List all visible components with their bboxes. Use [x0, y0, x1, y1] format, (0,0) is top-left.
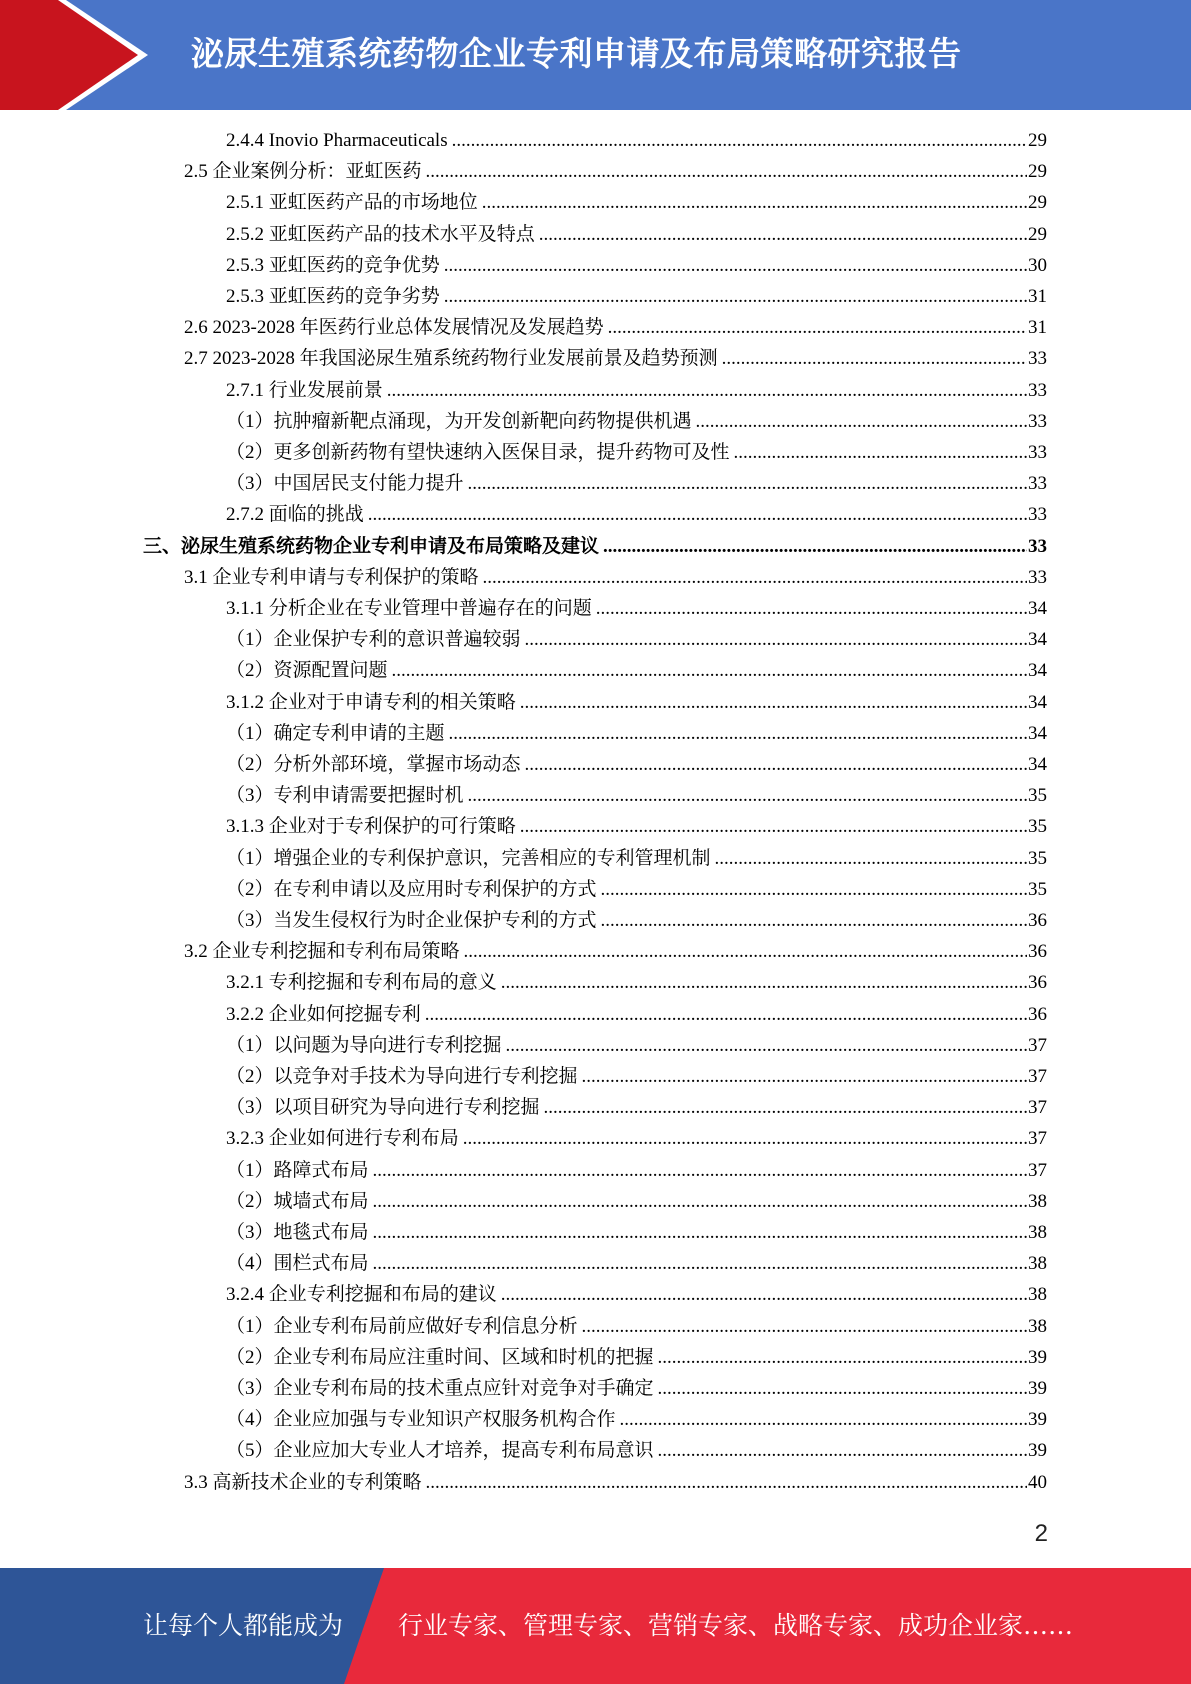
toc-page-number: 36	[1028, 941, 1047, 962]
toc-leader-dots	[444, 252, 1027, 280]
toc-leader-dots	[373, 1188, 1027, 1216]
toc-entry-title: 2.7 2023-2028 年我国泌尿生殖系统药物行业发展前景及趋势预测	[184, 348, 718, 369]
toc-page-number: 34	[1028, 692, 1047, 713]
toc-leader-dots	[582, 1063, 1027, 1091]
toc-page-number: 33	[1028, 411, 1047, 432]
toc-leader-dots	[373, 1219, 1027, 1247]
toc-entry[interactable]	[226, 626, 1047, 654]
toc-entry-title: 3.1.2 企业对于申请专利的相关策略	[226, 692, 516, 713]
toc-leader-dots	[520, 689, 1027, 717]
toc-page-number: 37	[1028, 1097, 1047, 1118]
toc-entry-title: （3）地毯式布局	[226, 1222, 369, 1243]
toc-page-number: 38	[1028, 1316, 1047, 1337]
toc-entry-title: 3.2.1 专利挖掘和专利布局的意义	[226, 972, 497, 993]
toc-page-number: 30	[1028, 255, 1047, 276]
toc-page-number: 33	[1028, 504, 1047, 525]
toc-entry-title: （3）以项目研究为导向进行专利挖掘	[226, 1097, 540, 1118]
toc-leader-dots	[525, 626, 1027, 654]
toc-entry[interactable]	[226, 1125, 1047, 1153]
toc-entry[interactable]	[226, 1188, 1047, 1216]
toc-leader-dots	[368, 501, 1027, 529]
red-arrow-icon	[0, 0, 160, 110]
toc-leader-dots	[501, 1281, 1027, 1309]
toc-entry[interactable]	[226, 1094, 1047, 1122]
toc-page-number: 29	[1028, 130, 1047, 151]
toc-entry[interactable]	[226, 408, 1047, 436]
toc-entry-title: （2）分析外部环境，掌握市场动态	[226, 754, 521, 775]
toc-page-number: 29	[1028, 161, 1047, 182]
toc-entry-title: 2.7.1 行业发展前景	[226, 380, 383, 401]
toc-leader-dots	[463, 1125, 1027, 1153]
toc-entry[interactable]	[226, 782, 1047, 810]
toc-page-number: 37	[1028, 1035, 1047, 1056]
toc-page-number: 33	[1028, 348, 1047, 369]
toc-entry-title: 3.1 企业专利申请与专利保护的策略	[184, 567, 479, 588]
toc-leader-dots	[501, 969, 1027, 997]
toc-entry[interactable]	[226, 969, 1047, 997]
toc-entry-title: 3.2.3 企业如何进行专利布局	[226, 1128, 459, 1149]
toc-entry[interactable]	[184, 938, 1047, 966]
toc-entry[interactable]	[184, 158, 1047, 186]
toc-page-number: 35	[1028, 816, 1047, 837]
toc-entry[interactable]	[184, 1469, 1047, 1497]
toc-leader-dots	[452, 127, 1027, 155]
toc-entry[interactable]	[226, 439, 1047, 467]
toc-page-number: 40	[1028, 1472, 1047, 1493]
toc-entry-title: （3）专利申请需要把握时机	[226, 785, 464, 806]
toc-entry[interactable]	[226, 1032, 1047, 1060]
footer-slogan-right: 行业专家、管理专家、营销专家、战略专家、成功企业家……	[398, 1611, 1074, 1640]
toc-entry[interactable]	[226, 1313, 1047, 1341]
toc-entry[interactable]	[226, 1219, 1047, 1247]
toc-entry-title: （1）确定专利申请的主题	[226, 723, 445, 744]
toc-entry[interactable]	[226, 595, 1047, 623]
toc-entry[interactable]	[226, 845, 1047, 873]
page-header	[0, 0, 1191, 110]
page-footer	[0, 1568, 1191, 1684]
toc-page-number: 37	[1028, 1160, 1047, 1181]
toc-page-number: 39	[1028, 1378, 1047, 1399]
toc-leader-dots	[603, 533, 1027, 561]
toc-leader-dots	[544, 1094, 1027, 1122]
toc-leader-dots	[520, 813, 1027, 841]
toc-entry[interactable]	[184, 564, 1047, 592]
toc-entry[interactable]	[226, 657, 1047, 685]
toc-leader-dots	[601, 907, 1027, 935]
toc-page-number: 38	[1028, 1222, 1047, 1243]
toc-entry[interactable]	[226, 1281, 1047, 1309]
toc-entry[interactable]	[226, 1250, 1047, 1278]
toc-leader-dots	[722, 345, 1027, 373]
toc-entry-title: （4）围栏式布局	[226, 1253, 369, 1274]
toc-page-number: 38	[1028, 1191, 1047, 1212]
toc-page-number: 34	[1028, 723, 1047, 744]
toc-page-number: 34	[1028, 660, 1047, 681]
toc-entry-title: （1）企业保护专利的意识普遍较弱	[226, 629, 521, 650]
toc-page-number: 33	[1028, 442, 1047, 463]
toc-entry-title: （4）企业应加强与专业知识产权服务机构合作	[226, 1409, 616, 1430]
toc-entry-title: （3）当发生侵权行为时企业保护专利的方式	[226, 910, 597, 931]
toc-leader-dots	[525, 751, 1027, 779]
toc-leader-dots	[715, 845, 1027, 873]
toc-leader-dots	[468, 782, 1027, 810]
toc-entry[interactable]	[226, 689, 1047, 717]
toc-page-number: 33	[1028, 380, 1047, 401]
toc-page-number: 31	[1028, 317, 1047, 338]
toc-page-number: 39	[1028, 1347, 1047, 1368]
toc-page-number: 37	[1028, 1066, 1047, 1087]
toc-entry-title: （2）企业专利布局应注重时间、区域和时机的把握	[226, 1347, 654, 1368]
toc-page-number: 29	[1028, 224, 1047, 245]
toc-entry-title: 2.6 2023-2028 年医药行业总体发展情况及发展趋势	[184, 317, 604, 338]
toc-entry[interactable]	[226, 907, 1047, 935]
toc-entry-title: 3.1.1 分析企业在专业管理中普遍存在的问题	[226, 598, 592, 619]
toc-leader-dots	[425, 1001, 1027, 1029]
toc-entry[interactable]	[226, 189, 1047, 217]
toc-entry[interactable]	[226, 1063, 1047, 1091]
toc-entry-title: （2）资源配置问题	[226, 660, 388, 681]
toc-page-number: 36	[1028, 972, 1047, 993]
toc-entry[interactable]	[226, 377, 1047, 405]
toc-entry-title: 3.1.3 企业对于专利保护的可行策略	[226, 816, 516, 837]
toc-entry[interactable]	[226, 1157, 1047, 1185]
toc-leader-dots	[464, 938, 1027, 966]
toc-leader-dots	[468, 470, 1027, 498]
page-number: 2	[1034, 1520, 1048, 1547]
toc-entry-title: （1）企业专利布局前应做好专利信息分析	[226, 1316, 578, 1337]
toc-entry[interactable]	[226, 876, 1047, 904]
toc-entry[interactable]	[226, 221, 1047, 249]
toc-leader-dots	[608, 314, 1027, 342]
toc-leader-dots	[387, 377, 1027, 405]
toc-entry[interactable]	[226, 1344, 1047, 1372]
toc-leader-dots	[539, 221, 1027, 249]
toc-entry-title: （3）中国居民支付能力提升	[226, 473, 464, 494]
toc-leader-dots	[482, 189, 1027, 217]
toc-leader-dots	[373, 1250, 1027, 1278]
toc-leader-dots	[444, 283, 1027, 311]
toc-entry[interactable]	[226, 1437, 1047, 1465]
footer-slogan-left: 让每个人都能成为	[143, 1611, 344, 1640]
toc-entry[interactable]	[143, 533, 1047, 561]
toc-page-number: 39	[1028, 1409, 1047, 1430]
toc-leader-dots	[658, 1375, 1027, 1403]
toc-leader-dots	[696, 408, 1027, 436]
toc-leader-dots	[658, 1344, 1027, 1372]
toc-entry-title: 2.5.3 亚虹医药的竞争优势	[226, 255, 440, 276]
toc-entry-title: 2.5 企业案例分析：亚虹医药	[184, 161, 422, 182]
toc-entry-title: （2）在专利申请以及应用时专利保护的方式	[226, 879, 597, 900]
toc-page-number: 33	[1028, 567, 1047, 588]
toc-page-number: 34	[1028, 598, 1047, 619]
toc-page-number: 34	[1028, 754, 1047, 775]
toc-page-number: 35	[1028, 879, 1047, 900]
toc-entry-title: 2.5.3 亚虹医药的竞争劣势	[226, 286, 440, 307]
toc-leader-dots	[373, 1157, 1027, 1185]
toc-leader-dots	[582, 1313, 1027, 1341]
toc-entry-title: （5）企业应加大专业人才培养，提高专利布局意识	[226, 1440, 654, 1461]
toc-entry-title: 2.4.4 Inovio Pharmaceuticals	[226, 130, 448, 151]
toc-entry[interactable]	[226, 252, 1047, 280]
toc-entry[interactable]	[226, 470, 1047, 498]
toc-page-number: 36	[1028, 910, 1047, 931]
toc-page-number: 35	[1028, 848, 1047, 869]
toc-entry[interactable]	[226, 127, 1047, 155]
toc-entry-title: 2.7.2 面临的挑战	[226, 504, 364, 525]
toc-leader-dots	[658, 1437, 1027, 1465]
report-title: 泌尿生殖系统药物企业专利申请及布局策略研究报告	[191, 34, 962, 73]
toc-page-number: 34	[1028, 629, 1047, 650]
toc-leader-dots	[426, 1469, 1027, 1497]
toc-page-number: 39	[1028, 1440, 1047, 1461]
toc-entry-title: 3.2 企业专利挖掘和专利布局策略	[184, 941, 460, 962]
toc-leader-dots	[596, 595, 1027, 623]
toc-page-number: 37	[1028, 1128, 1047, 1149]
toc-entry-title: （2）更多创新药物有望快速纳入医保目录，提升药物可及性	[226, 442, 730, 463]
toc-page-number: 38	[1028, 1284, 1047, 1305]
toc-entry[interactable]	[226, 1375, 1047, 1403]
toc-leader-dots	[620, 1406, 1027, 1434]
toc-entry[interactable]	[226, 813, 1047, 841]
toc-page-number: 33	[1028, 536, 1047, 557]
toc-entry-title: （1）路障式布局	[226, 1160, 369, 1181]
toc-entry[interactable]	[226, 1406, 1047, 1434]
toc-entry-title: 2.5.1 亚虹医药产品的市场地位	[226, 192, 478, 213]
toc-entry[interactable]	[226, 720, 1047, 748]
toc-leader-dots	[506, 1032, 1027, 1060]
toc-entry-title: 2.5.2 亚虹医药产品的技术水平及特点	[226, 224, 535, 245]
toc-leader-dots	[392, 657, 1027, 685]
toc-leader-dots	[426, 158, 1027, 186]
toc-entry-title: （3）企业专利布局的技术重点应针对竞争对手确定	[226, 1378, 654, 1399]
toc-entry[interactable]	[226, 501, 1047, 529]
toc-leader-dots	[601, 876, 1027, 904]
toc-leader-dots	[734, 439, 1027, 467]
toc-entry-title: 3.2.4 企业专利挖掘和布局的建议	[226, 1284, 497, 1305]
toc-entry-title: （1）增强企业的专利保护意识，完善相应的专利管理机制	[226, 848, 711, 869]
toc-entry-title: 3.3 高新技术企业的专利策略	[184, 1472, 422, 1493]
toc-leader-dots	[483, 564, 1027, 592]
toc-entry-title: （1）抗肿瘤新靶点涌现，为开发创新靶向药物提供机遇	[226, 411, 692, 432]
toc-entry[interactable]	[226, 283, 1047, 311]
toc-entry-title: 三、泌尿生殖系统药物企业专利申请及布局策略及建议	[143, 536, 600, 557]
toc-page-number: 35	[1028, 785, 1047, 806]
toc-page-number: 31	[1028, 286, 1047, 307]
toc-entry[interactable]	[226, 751, 1047, 779]
toc-entry[interactable]	[184, 345, 1047, 373]
toc-entry[interactable]	[226, 1001, 1047, 1029]
toc-page-number: 36	[1028, 1004, 1047, 1025]
toc-page-number: 33	[1028, 473, 1047, 494]
toc-entry[interactable]	[184, 314, 1047, 342]
toc-entry-title: （2）城墙式布局	[226, 1191, 369, 1212]
toc-entry-title: （1）以问题为导向进行专利挖掘	[226, 1035, 502, 1056]
toc-entry-title: （2）以竞争对手技术为导向进行专利挖掘	[226, 1066, 578, 1087]
toc-page-number: 29	[1028, 192, 1047, 213]
toc-page-number: 38	[1028, 1253, 1047, 1274]
toc-leader-dots	[449, 720, 1027, 748]
toc-entry-title: 3.2.2 企业如何挖掘专利	[226, 1004, 421, 1025]
